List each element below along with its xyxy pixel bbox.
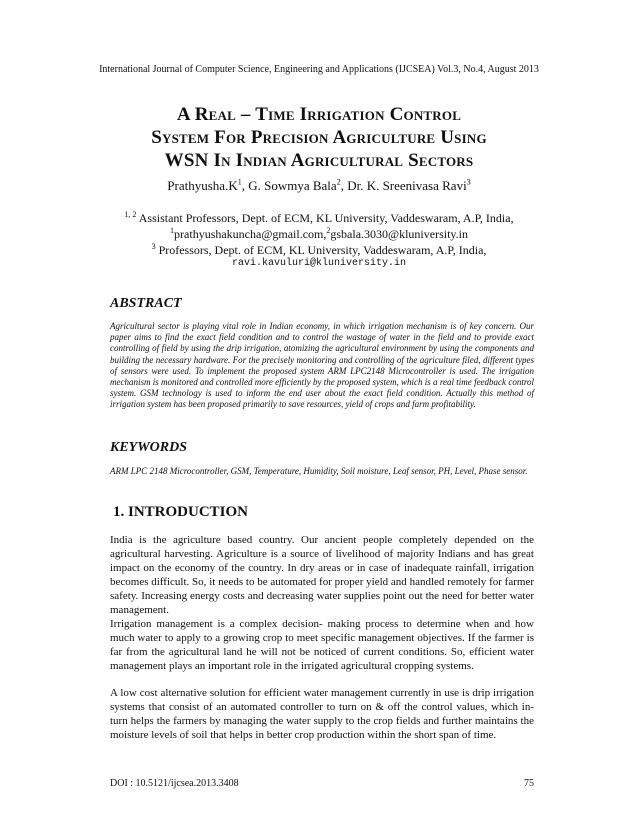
body-paragraph: A low cost alternative solution for efficient water management currently in use is drip irrigation systems that consist of an automated controller to turn on & off the control values, which in-turn helps the farmers by managing the water supply to the crop fields and further maintains the moisture levels of soil that helps in better crop production within the short span of time. — [110, 687, 534, 741]
body-paragraph: Irrigation management is a complex decision- making process to determine when and how much water to apply to a growing crop to meet specific management objectives. If the farmer is far from the agricultural land he will not be noticed of current conditions. So, efficient water management plays an important role in the irrigated agricultural cropping systems. — [110, 618, 534, 672]
affil-mark: 3 — [151, 242, 156, 251]
author-name: Prathyusha.K — [167, 178, 238, 193]
footer-doi: DOI : 10.5121/ijcsea.2013.3408 — [110, 778, 239, 789]
abstract-body: Agricultural sector is playing vital role in Indian economy, in which irrigation mechanism is of key concern. Our paper aims to find the exact field condition and to control the wastage of water in the field and to provide exact controlling of field by using the drip irrigation, atomizing the agricultural environment by using the components and building the necessary hardware. For the precisely monitoring and controlling of the agriculture filed, different types of sensors were used. To implement the proposed system ARM LPC2148 Microcontroller is used. The irrigation mechanism is monitored and controlled more efficiently by the proposed system, which is a real time feedback control system. GSM technology is used to inform the end user about the exact field condition. Actually this method of irrigation system has been proposed primarily to save resources, yield of crops and farm profitability. — [110, 321, 534, 410]
running-header: International Journal of Computer Science, Engineering and Applications (IJCSEA) Vol.3, No.4, August 2013 — [99, 64, 539, 75]
author-affil-mark: 1 — [237, 177, 242, 187]
author-name: , G. Sowmya Bala — [241, 178, 337, 193]
page-number: 75 — [524, 778, 534, 789]
section-heading: 1. INTRODUCTION — [113, 504, 249, 520]
affiliation-line — [20, 243, 618, 258]
author-affil-mark: 2 — [336, 177, 341, 187]
author-email: prathyushakuncha@gmail.com, — [174, 227, 327, 241]
title-line: A Real – Time Irrigation Control — [176, 104, 462, 125]
author-name: , Dr. K. Sreenivasa Ravi — [340, 178, 467, 193]
title-line: System For Precision Agriculture Using — [151, 127, 487, 148]
keywords-body: ARM LPC 2148 Microcontroller, GSM, Temperature, Humidity, Soil moisture, Leaf sensor, PH, Level, Phase sensor. — [110, 466, 528, 476]
body-paragraph: India is the agriculture based country. Our ancient people completely depended on the agricultural harvesting. Agriculture is a source of livelihood of majority Indians and has great impact on the economy of the country. In dry areas or in case of inadequate rainfall, irrigation becomes difficult. So, it needs to be automated for proper yield and handled remotely for farmer safety. Increasing energy costs and decreasing water supplies point out the need for better water management. — [110, 534, 534, 616]
keywords-heading: KEYWORDS — [110, 440, 188, 455]
author-affil-mark: 3 — [466, 177, 471, 187]
affil-mark: 1, 2 — [124, 210, 137, 219]
author-email: ravi.kavuluri@kluniversity.in — [231, 258, 407, 269]
affil-mark: 1 — [170, 226, 175, 235]
affiliation-line — [20, 211, 618, 226]
affiliation-text: Professors, Dept. of ECM, KL University, Vaddeswaram, A.P, India, — [155, 243, 487, 257]
author-list — [0, 178, 638, 194]
affiliation-text: Assistant Professors, Dept. of ECM, KL University, Vaddeswaram, A.P, India, — [136, 211, 514, 225]
paper-title — [40, 103, 598, 172]
author-email: gsbala.3030@kluniversity.in — [330, 227, 468, 241]
affiliation-emails — [20, 227, 618, 242]
affil-mark: 2 — [326, 226, 331, 235]
abstract-heading: ABSTRACT — [110, 296, 182, 311]
title-line: WSN In Indian Agricultural Sectors — [164, 150, 474, 171]
